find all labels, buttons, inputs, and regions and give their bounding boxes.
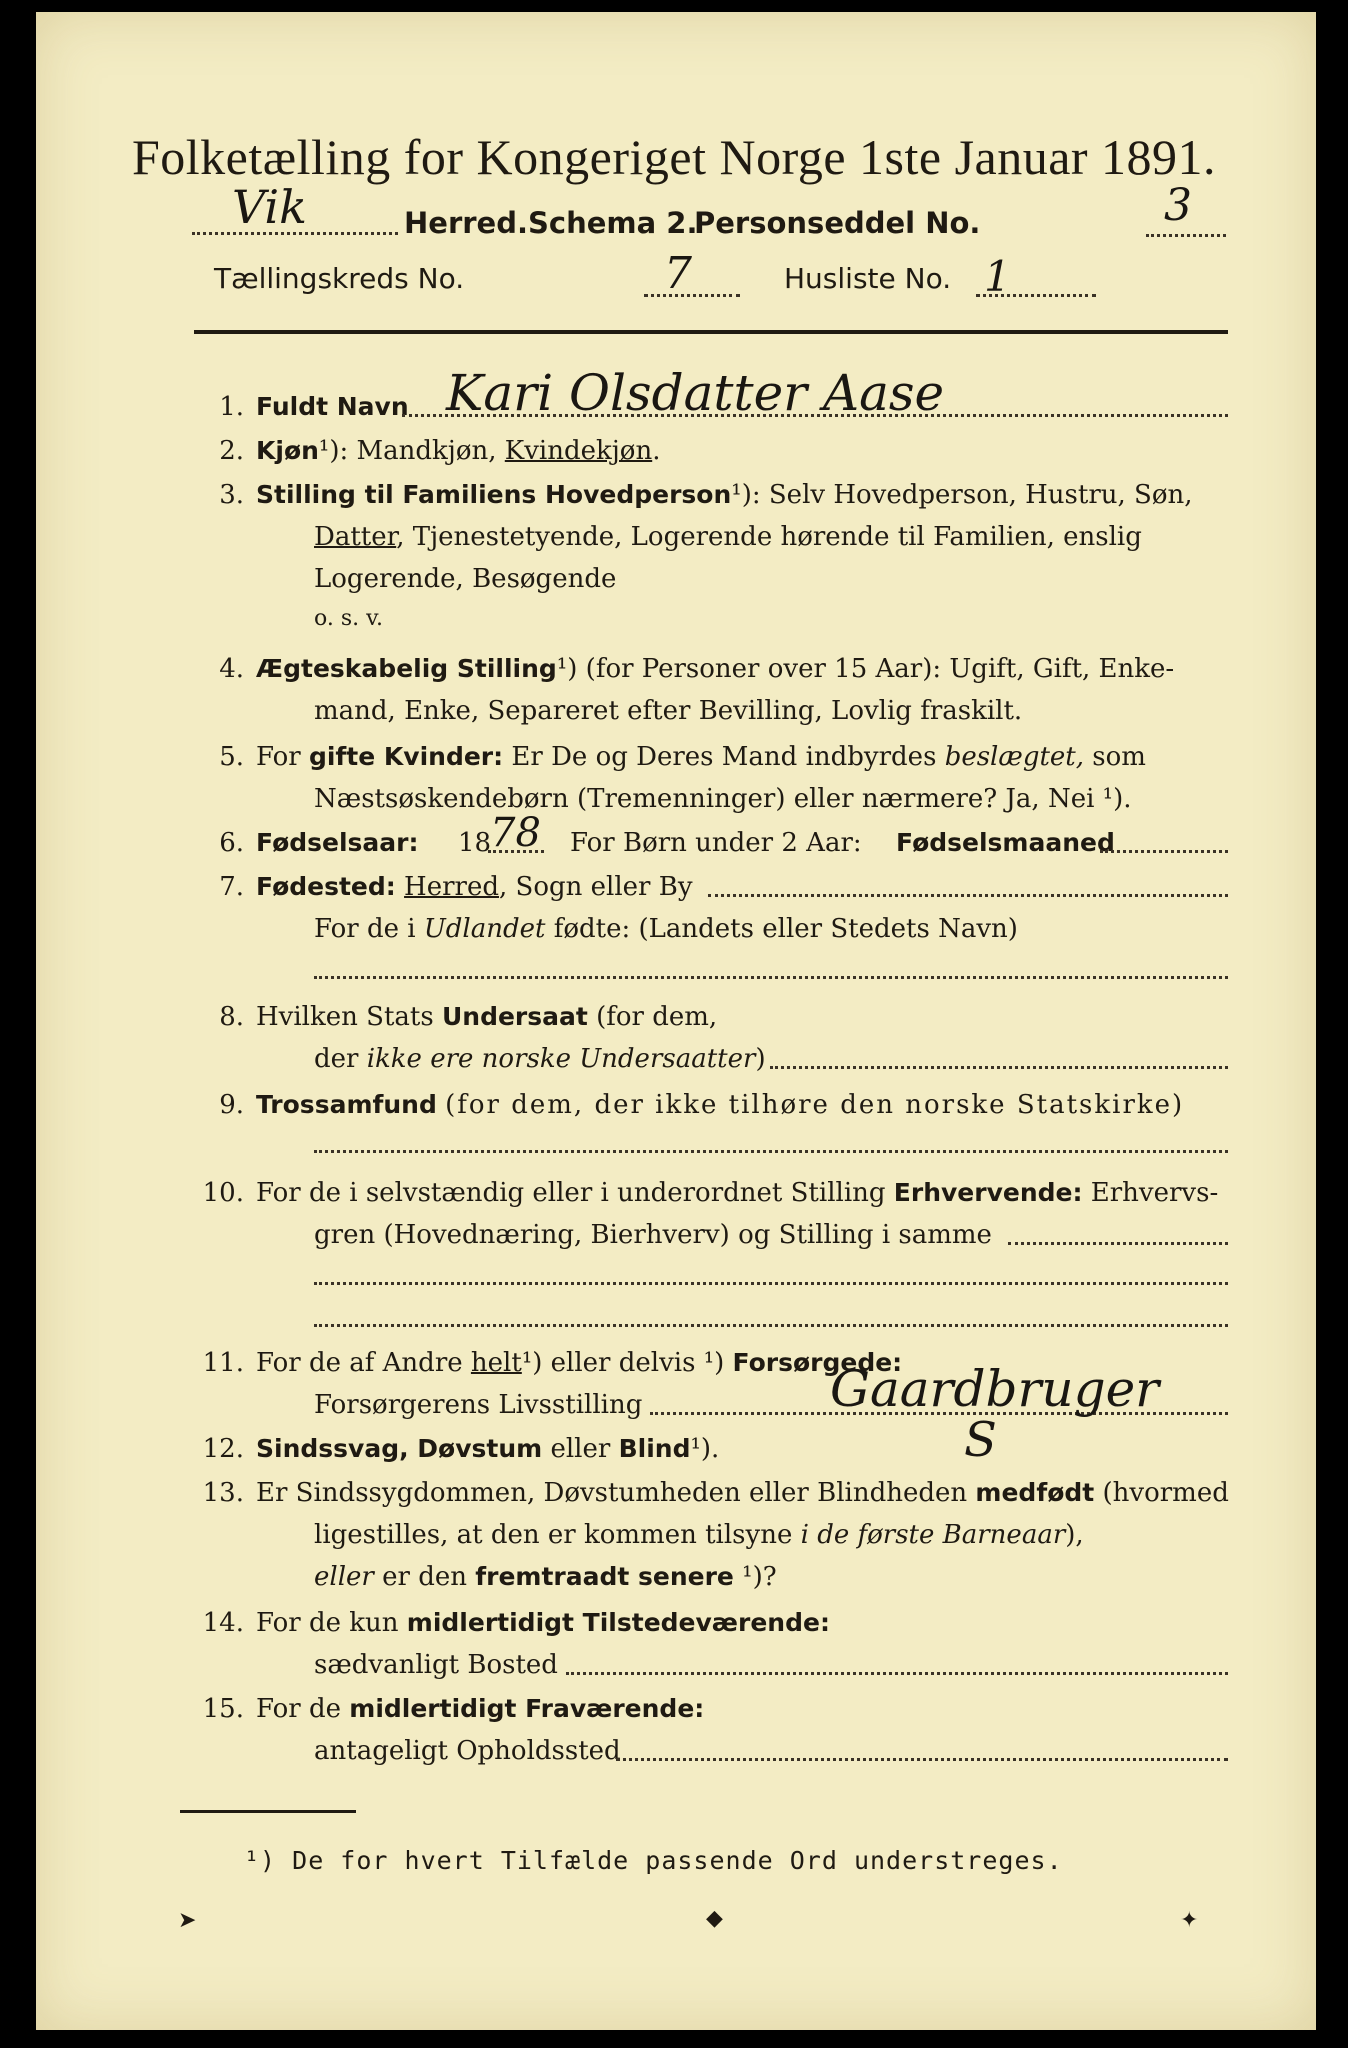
q13-line1	[256, 1478, 1229, 1508]
header-rule	[194, 330, 1228, 334]
q3-line1-options: Selv Hovedperson, Hustru, Søn,	[768, 480, 1193, 510]
q7-line2-a: For de i	[314, 914, 416, 944]
q13-line3	[314, 1562, 777, 1592]
personseddel-label: Personseddel No.	[694, 206, 981, 240]
q6-number: 6.	[219, 828, 244, 858]
q13-line2	[314, 1520, 1084, 1550]
q4-label: Ægteskabelig Stilling	[256, 654, 557, 683]
q7-number: 7.	[219, 872, 244, 902]
q4-number: 4.	[219, 654, 244, 684]
q3-option-datter: Datter	[314, 522, 397, 552]
q12-end: ¹).	[690, 1434, 720, 1464]
q1-full-name-value: Kari Olsdatter Aase	[446, 364, 945, 422]
q3-line2-options: , Tjenestetyende, Logerende hørende til Familien, enslig	[396, 522, 1142, 552]
q15-pre: For de	[256, 1694, 341, 1724]
q10-dotted-line-1	[1008, 1242, 1228, 1245]
q14-number: 14.	[202, 1608, 244, 1638]
q6-rest-b: Fødselsmaaned	[896, 828, 1115, 857]
q9-line1	[256, 1090, 1184, 1120]
q4-line1	[256, 654, 1174, 684]
q11-line1	[256, 1348, 902, 1378]
q11-number: 11.	[202, 1348, 244, 1378]
q2-option-kvindekjon: Kvindekjøn	[504, 436, 653, 466]
herred-value: Vik	[232, 180, 307, 234]
q8-line2	[314, 1044, 766, 1074]
q7-line2-italic: Udlandet	[423, 914, 546, 944]
personseddel-dotted-line	[1146, 234, 1226, 237]
q15-line1	[256, 1694, 704, 1724]
q11-line2: Forsørgerens Livsstilling	[314, 1390, 643, 1420]
q8-line2-italic: ikke ere norske Undersaatter	[366, 1044, 756, 1074]
q7-label: Fødested:	[256, 872, 396, 901]
q15-dotted-line	[616, 1758, 1228, 1761]
q5-line2: Næstsøskendebørn (Tremenninger) eller nærmere? Ja, Nei ¹).	[314, 784, 1132, 814]
q13-line2-b: ),	[1065, 1520, 1084, 1550]
q7-line2-b: fødte: (Landets eller Stedets Navn)	[553, 914, 1018, 944]
q14-line2: sædvanligt Bosted	[314, 1650, 558, 1680]
q10-rest: Erhvervs-	[1090, 1178, 1219, 1208]
q4-line2: mand, Enke, Separeret efter Bevilling, Lovlig fraskilt.	[314, 696, 1023, 726]
q13-line2-italic: i de første Barneaar	[800, 1520, 1066, 1550]
q3-number: 3.	[219, 480, 244, 510]
q14-label: midlertidigt Tilstedeværende:	[406, 1608, 830, 1637]
q6-dotted-line	[1100, 850, 1228, 853]
q6-year-value: 78	[490, 810, 541, 856]
q13-line2-a: ligestilles, at den er kommen tilsyne	[314, 1520, 793, 1550]
q8-pre: Hvilken Stats	[256, 1002, 434, 1032]
q10-line1	[256, 1178, 1218, 1208]
q11-mid: ¹) eller delvis ¹)	[521, 1348, 725, 1378]
q13-line3-a: er den	[382, 1562, 467, 1592]
q7-line1	[256, 872, 693, 902]
q12-number: 12.	[202, 1434, 244, 1464]
form-title: Folketælling for Kongeriget Norge 1ste Januar 1891.	[131, 129, 1217, 185]
q9-dotted-line	[314, 1150, 1228, 1153]
q8-rest: (for dem,	[596, 1002, 718, 1032]
footnote-rule	[180, 1810, 356, 1813]
q11-option-helt: helt	[470, 1348, 522, 1378]
q8-number: 8.	[219, 1002, 244, 1032]
q12-line1	[256, 1434, 719, 1464]
q10-dotted-line-2	[314, 1282, 1228, 1285]
q2-number: 2.	[219, 436, 244, 466]
q3-label: Stilling til Familiens Hovedperson	[256, 480, 732, 509]
q5-line1-a: Er De og Deres Mand indbyrdes	[511, 742, 937, 772]
q2-option-mandkjon: Mandkjøn,	[356, 436, 497, 466]
q13-line3-b: fremtraadt senere	[475, 1562, 734, 1591]
q12-value: S	[964, 1412, 997, 1468]
husliste-label: Husliste No.	[784, 262, 952, 295]
q12-mid: eller	[550, 1434, 611, 1464]
q6-rest-a: For Børn under 2 Aar:	[570, 828, 862, 858]
q9-number: 9.	[219, 1090, 244, 1120]
q1-label: Fuldt Navn	[256, 392, 409, 421]
kreds-dotted-line	[644, 294, 740, 297]
q12-label2: Blind	[618, 1434, 691, 1463]
q10-label: Erhvervende:	[893, 1178, 1083, 1207]
q5-pre: For	[256, 742, 301, 772]
q6-year-dotted-line	[488, 850, 544, 853]
q14-dotted-line	[566, 1672, 1228, 1675]
q7-rest: , Sogn eller By	[499, 872, 693, 902]
personseddel-value: 3	[1164, 180, 1192, 231]
q11-label: Forsørgede:	[732, 1348, 903, 1377]
q14-pre: For de kun	[256, 1608, 399, 1638]
q13-line3-italic: eller	[314, 1562, 374, 1592]
q3-line2	[314, 522, 1142, 552]
q2-footnote: ¹):	[318, 436, 349, 466]
q8-dotted-line	[770, 1066, 1228, 1069]
q10-number: 10.	[202, 1178, 244, 1208]
q8-line2-a: der	[314, 1044, 359, 1074]
q3-footnote: ¹):	[731, 480, 761, 510]
q13-number: 13.	[202, 1478, 244, 1508]
q6-label: Fødselsaar:	[256, 828, 419, 857]
kreds-value: 7	[664, 248, 692, 299]
q2-line	[256, 436, 660, 466]
q15-line2: antageligt Opholdssted	[314, 1736, 621, 1766]
q13-line1-a: Er Sindssygdommen, Døvstumheden eller Blindheden	[256, 1478, 968, 1508]
q3-line4: o. s. v.	[314, 606, 383, 631]
q6-year-prefix: 18	[458, 828, 492, 858]
q3-line1	[256, 480, 1230, 510]
q11-provider-occupation-value: Gaardbruger	[830, 1360, 1160, 1418]
q10-pre: For de i selvstændig eller i underordnet Stilling	[256, 1178, 886, 1208]
q1-number: 1.	[219, 392, 244, 422]
kreds-label: Tællingskreds No.	[214, 262, 465, 295]
bottom-center-mark: ◆	[706, 1906, 723, 1931]
q1-dotted-line	[402, 414, 1228, 417]
q15-number: 15.	[202, 1694, 244, 1724]
husliste-value: 1	[984, 252, 1011, 301]
q7-line2	[314, 914, 1018, 944]
q12-label: Sindssvag, Døvstum	[256, 1434, 543, 1463]
q10-line2: gren (Hovednæring, Bierhverv) og Stilling i samme	[314, 1220, 992, 1250]
q5-line1-b: som	[1092, 742, 1146, 772]
q15-label: midlertidigt Fraværende:	[349, 1694, 705, 1723]
q5-line1-italic: beslægtet,	[944, 742, 1085, 772]
husliste-dotted-line	[976, 294, 1096, 297]
q8-line2-b: )	[755, 1044, 766, 1074]
q11-pre: For de af Andre	[256, 1348, 463, 1378]
q13-line1-b: medfødt	[975, 1478, 1095, 1507]
bottom-left-mark: ➤	[178, 1908, 197, 1933]
bottom-right-mark: ✦	[1180, 1908, 1199, 1933]
q8-label: Undersaat	[441, 1002, 588, 1031]
schema-label: Schema 2.	[528, 206, 698, 240]
q10-dotted-line-3	[314, 1324, 1228, 1327]
q13-line1-c: (hvormed	[1102, 1478, 1229, 1508]
q5-number: 5.	[219, 742, 244, 772]
q9-rest: (for dem, der ikke tilhøre den norske Statskirke)	[445, 1090, 1185, 1120]
q8-line1	[256, 1002, 717, 1032]
q14-line1	[256, 1608, 830, 1638]
q7-option-herred: Herred	[404, 872, 499, 902]
q2-end: .	[652, 436, 661, 466]
q2-label: Kjøn	[256, 436, 319, 465]
footnote: ¹) De for hvert Tilfælde passende Ord understreges.	[244, 1846, 1063, 1875]
q9-label: Trossamfund	[256, 1090, 437, 1119]
q7-abroad-dotted-line	[314, 976, 1228, 979]
q5-line1	[256, 742, 1146, 772]
q13-line3-c: ¹)?	[742, 1562, 777, 1592]
q7-dotted-line	[708, 894, 1228, 897]
q5-label: gifte Kvinder:	[308, 742, 504, 771]
q3-line3: Logerende, Besøgende	[314, 564, 617, 594]
herred-label: Herred.	[404, 206, 528, 240]
q4-footnote: ¹)	[556, 654, 578, 684]
q4-line1-options: (for Personer over 15 Aar): Ugift, Gift, Enke-	[585, 654, 1175, 684]
